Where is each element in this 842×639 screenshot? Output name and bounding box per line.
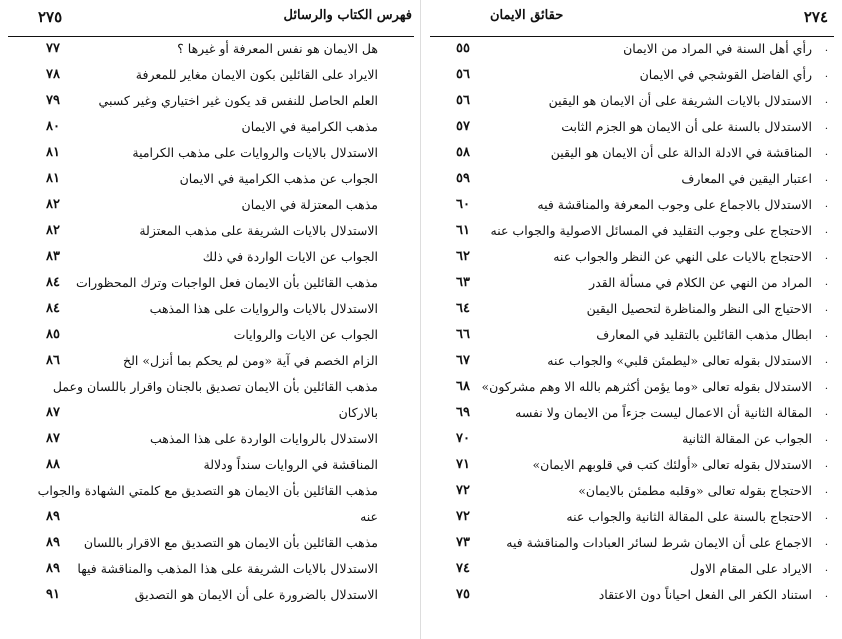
toc-entry-page-number: ٨٥ <box>46 327 60 342</box>
right-header-rule <box>430 36 834 37</box>
toc-entry-title: اعتبار اليقين في المعارف <box>681 171 812 186</box>
bullet-mark: · <box>824 202 828 213</box>
bullet-mark: · <box>824 306 828 317</box>
toc-entry-title: الاستدلال بقوله تعالى «وما يؤمن أكثرهم بالله الا وهم مشركون» <box>481 379 812 394</box>
toc-entry-title: الاستدلال بالايات الشريفة على أن الايمان هو اليقين <box>548 93 812 108</box>
toc-entry-page-number: ٧٧ <box>46 41 60 56</box>
toc-entry-title: الاستدلال بالايات الشريفة على هذا المذهب والمناقشة فيها <box>77 561 378 576</box>
toc-entry <box>430 402 834 428</box>
bullet-mark: · <box>824 514 828 525</box>
bullet-mark: · <box>824 98 828 109</box>
bullet-mark: · <box>824 540 828 551</box>
toc-entry-title: الاحتجاج على وجوب التقليد في المسائل الاصولية والجواب عنه <box>490 223 812 238</box>
left-header-rule <box>8 36 414 37</box>
page-gutter <box>420 0 421 639</box>
toc-entry-page-number: ٦٦ <box>456 327 470 342</box>
toc-entry-title: المناقشة في الروايات سنداً ودلالة <box>203 457 378 472</box>
toc-entry-page-number: ٥٥ <box>456 41 470 56</box>
toc-entry-title: بالاركان <box>338 405 378 420</box>
bullet-mark: · <box>824 566 828 577</box>
toc-entry <box>8 376 414 402</box>
toc-entry <box>430 454 834 480</box>
toc-entry <box>8 272 414 298</box>
bullet-mark: · <box>824 254 828 265</box>
bullet-mark: · <box>824 72 828 83</box>
toc-entry <box>430 220 834 246</box>
toc-entry-title: الاحتجاج بالايات على النهي عن النظر والجواب عنه <box>553 249 812 264</box>
toc-entry-page-number: ٦٨ <box>456 379 470 394</box>
toc-entry <box>430 376 834 402</box>
toc-entry-title: رأي الفاضل القوشجي في الايمان <box>639 67 812 82</box>
right-page-number: ٢٧٤ <box>803 8 828 26</box>
right-toc-list <box>430 38 834 610</box>
bullet-mark: · <box>824 332 828 343</box>
toc-entry-page-number: ٨٩ <box>46 535 60 550</box>
toc-entry <box>8 168 414 194</box>
bullet-mark: · <box>824 150 828 161</box>
toc-entry-title: الاحتجاج بقوله تعالى «وقلبه مطمئن بالايمان» <box>578 483 812 498</box>
toc-entry <box>8 454 414 480</box>
toc-entry-title: الاستدلال بقوله تعالى «ليطمئن قلبي» والجواب عنه <box>547 353 812 368</box>
toc-entry-title: الاستدلال بالضرورة على أن الايمان هو التصديق <box>134 587 378 602</box>
right-page <box>430 0 834 639</box>
toc-entry-title: الاستدلال بالايات الشريفة على مذهب المعتزلة <box>139 223 378 238</box>
bullet-mark: · <box>824 462 828 473</box>
right-page-header <box>430 6 834 28</box>
toc-entry-page-number: ٨١ <box>46 171 60 186</box>
toc-entry <box>430 38 834 64</box>
toc-entry-title: مذهب الكرامية في الايمان <box>241 119 378 134</box>
toc-entry <box>430 246 834 272</box>
toc-entry-page-number: ٧١ <box>456 457 470 472</box>
bullet-mark: · <box>824 228 828 239</box>
toc-entry <box>8 558 414 584</box>
toc-entry-page-number: ٧٥ <box>456 587 470 602</box>
toc-entry-title: عنه <box>360 509 378 524</box>
toc-entry-title: المقالة الثانية أن الاعمال ليست جزءاً من الايمان ولا نفسه <box>515 405 812 420</box>
toc-entry-title: الجواب عن الايات والروايات <box>233 327 378 342</box>
toc-entry-title: مذهب المعتزلة في الايمان <box>241 197 378 212</box>
toc-entry-title: الاستدلال بالاجماع على وجوب المعرفة والمناقشة فيه <box>537 197 812 212</box>
bullet-mark: · <box>824 46 828 57</box>
bullet-mark: · <box>824 358 828 369</box>
toc-entry <box>430 350 834 376</box>
toc-entry-title: الاستدلال بالسنة على أن الايمان هو الجزم الثابت <box>561 119 812 134</box>
toc-entry-page-number: ٥٦ <box>456 67 470 82</box>
toc-entry <box>8 298 414 324</box>
toc-entry-title: الاجماع على أن الايمان شرط لسائر العبادات والمناقشة فيه <box>506 535 812 550</box>
left-page-header <box>8 6 414 28</box>
left-toc-list <box>8 38 414 610</box>
toc-entry <box>430 428 834 454</box>
toc-entry-page-number: ٥٩ <box>456 171 470 186</box>
toc-entry-title: ابطال مذهب القائلين بالتقليد في المعارف <box>596 327 812 342</box>
toc-entry <box>430 298 834 324</box>
bullet-mark: · <box>824 124 828 135</box>
toc-entry <box>8 584 414 610</box>
toc-entry-title: مذهب القائلين بأن الايمان هو التصديق مع الاقرار باللسان <box>83 535 378 550</box>
toc-entry <box>430 194 834 220</box>
toc-entry-page-number: ٨٧ <box>46 405 60 420</box>
toc-entry-title: الجواب عن الايات الواردة في ذلك <box>202 249 378 264</box>
toc-entry-title: هل الايمان هو نفس المعرفة أو غيرها ؟ <box>177 41 378 56</box>
toc-entry-page-number: ٥٦ <box>456 93 470 108</box>
toc-entry-page-number: ٨٤ <box>46 275 60 290</box>
toc-entry-title: الجواب عن مذهب الكرامية في الايمان <box>179 171 378 186</box>
toc-entry <box>8 246 414 272</box>
toc-entry-title: العلم الحاصل للنفس قد يكون غير اختياري وغير كسبي <box>98 93 378 108</box>
toc-entry <box>8 142 414 168</box>
toc-entry-page-number: ٨٢ <box>46 197 60 212</box>
toc-entry <box>8 194 414 220</box>
toc-entry <box>430 532 834 558</box>
bullet-mark: · <box>824 592 828 603</box>
toc-entry <box>8 64 414 90</box>
toc-entry-title: الاستدلال بقوله تعالى «أولئك كتب في قلوبهم الايمان» <box>532 457 812 472</box>
toc-entry <box>430 142 834 168</box>
toc-entry <box>8 116 414 142</box>
toc-entry-title: الاحتياج الى النظر والمناظرة لتحصيل اليقين <box>586 301 812 316</box>
toc-entry-title: رأي أهل السنة في المراد من الايمان <box>623 41 812 56</box>
toc-entry-page-number: ٥٧ <box>456 119 470 134</box>
toc-entry-title: الاستدلال بالايات والروايات على هذا المذهب <box>149 301 378 316</box>
toc-entry-page-number: ٦٣ <box>456 275 470 290</box>
toc-entry <box>430 272 834 298</box>
toc-entry-page-number: ٨٠ <box>46 119 60 134</box>
toc-entry-page-number: ٨٢ <box>46 223 60 238</box>
toc-entry <box>430 584 834 610</box>
toc-entry-title: مذهب القائلين بأن الايمان هو التصديق مع كلمتي الشهادة والجواب <box>37 483 378 498</box>
toc-entry-page-number: ٨٩ <box>46 561 60 576</box>
toc-entry-page-number: ٧٢ <box>456 483 470 498</box>
toc-entry <box>430 168 834 194</box>
toc-entry-page-number: ٧٢ <box>456 509 470 524</box>
toc-entry-page-number: ٨٨ <box>46 457 60 472</box>
toc-entry-page-number: ٧٣ <box>456 535 470 550</box>
toc-entry-page-number: ٧٨ <box>46 67 60 82</box>
toc-entry-page-number: ٧٩ <box>46 93 60 108</box>
toc-entry-page-number: ٦١ <box>456 223 470 238</box>
toc-entry-title: الاستدلال بالروايات الواردة على هذا المذهب <box>150 431 378 446</box>
toc-entry <box>8 90 414 116</box>
toc-entry <box>8 480 414 506</box>
toc-entry <box>8 532 414 558</box>
toc-entry <box>8 506 414 532</box>
toc-entry-title: المراد من النهي عن الكلام في مسألة القدر <box>589 275 812 290</box>
right-running-title: حقائق الايمان <box>490 8 564 23</box>
bullet-mark: · <box>824 176 828 187</box>
toc-entry-page-number: ٦٩ <box>456 405 470 420</box>
bullet-mark: · <box>824 488 828 499</box>
left-page <box>8 0 414 639</box>
toc-entry <box>430 90 834 116</box>
toc-entry-title: المناقشة في الادلة الدالة على أن الايمان هو اليقين <box>550 145 812 160</box>
toc-entry-title: مذهب القائلين بأن الايمان تصديق بالجنان واقرار باللسان وعمل <box>52 379 378 394</box>
toc-entry-page-number: ٨٣ <box>46 249 60 264</box>
toc-entry-page-number: ٦٢ <box>456 249 470 264</box>
toc-entry <box>8 38 414 64</box>
toc-entry <box>430 64 834 90</box>
bullet-mark: · <box>824 436 828 447</box>
left-running-title: فهرس الكتاب والرسائل <box>283 8 412 23</box>
toc-entry <box>430 480 834 506</box>
bullet-mark: · <box>824 384 828 395</box>
bullet-mark: · <box>824 280 828 291</box>
toc-entry-page-number: ٨٩ <box>46 509 60 524</box>
toc-entry-page-number: ٦٠ <box>456 197 470 212</box>
toc-entry-page-number: ٨٧ <box>46 431 60 446</box>
toc-entry-page-number: ٦٧ <box>456 353 470 368</box>
toc-entry <box>8 402 414 428</box>
toc-entry-page-number: ٨٤ <box>46 301 60 316</box>
toc-entry-page-number: ٥٨ <box>456 145 470 160</box>
toc-entry-page-number: ٧٠ <box>456 431 470 446</box>
toc-entry-title: الزام الخصم في آية «ومن لم يحكم بما أنزل» الخ <box>123 353 378 368</box>
toc-entry <box>430 558 834 584</box>
toc-entry-page-number: ٩١ <box>46 587 60 602</box>
bullet-mark: · <box>824 410 828 421</box>
toc-entry <box>8 324 414 350</box>
toc-entry <box>8 428 414 454</box>
toc-entry-title: الاستدلال بالايات والروايات على مذهب الكرامية <box>132 145 378 160</box>
toc-entry-page-number: ٨٦ <box>46 353 60 368</box>
toc-entry <box>430 116 834 142</box>
toc-entry-title: مذهب القائلين بأن الايمان فعل الواجبات وترك المحظورات <box>75 275 378 290</box>
toc-entry-title: استناد الكفر الى الفعل احياناً دون الاعتقاد <box>598 587 812 602</box>
toc-entry-title: الايراد على القائلين بكون الايمان مغاير للمعرفة <box>135 67 378 82</box>
toc-entry-title: الاحتجاج بالسنة على المقالة الثانية والجواب عنه <box>566 509 812 524</box>
left-page-number: ٢٧٥ <box>38 8 63 26</box>
toc-entry-page-number: ٦٤ <box>456 301 470 316</box>
toc-entry <box>430 506 834 532</box>
toc-entry-page-number: ٧٤ <box>456 561 470 576</box>
toc-entry <box>8 220 414 246</box>
toc-entry-page-number: ٨١ <box>46 145 60 160</box>
toc-entry <box>430 324 834 350</box>
toc-entry-title: الايراد على المقام الاول <box>689 561 812 576</box>
toc-entry <box>8 350 414 376</box>
toc-entry-title: الجواب عن المقالة الثانية <box>682 431 812 446</box>
